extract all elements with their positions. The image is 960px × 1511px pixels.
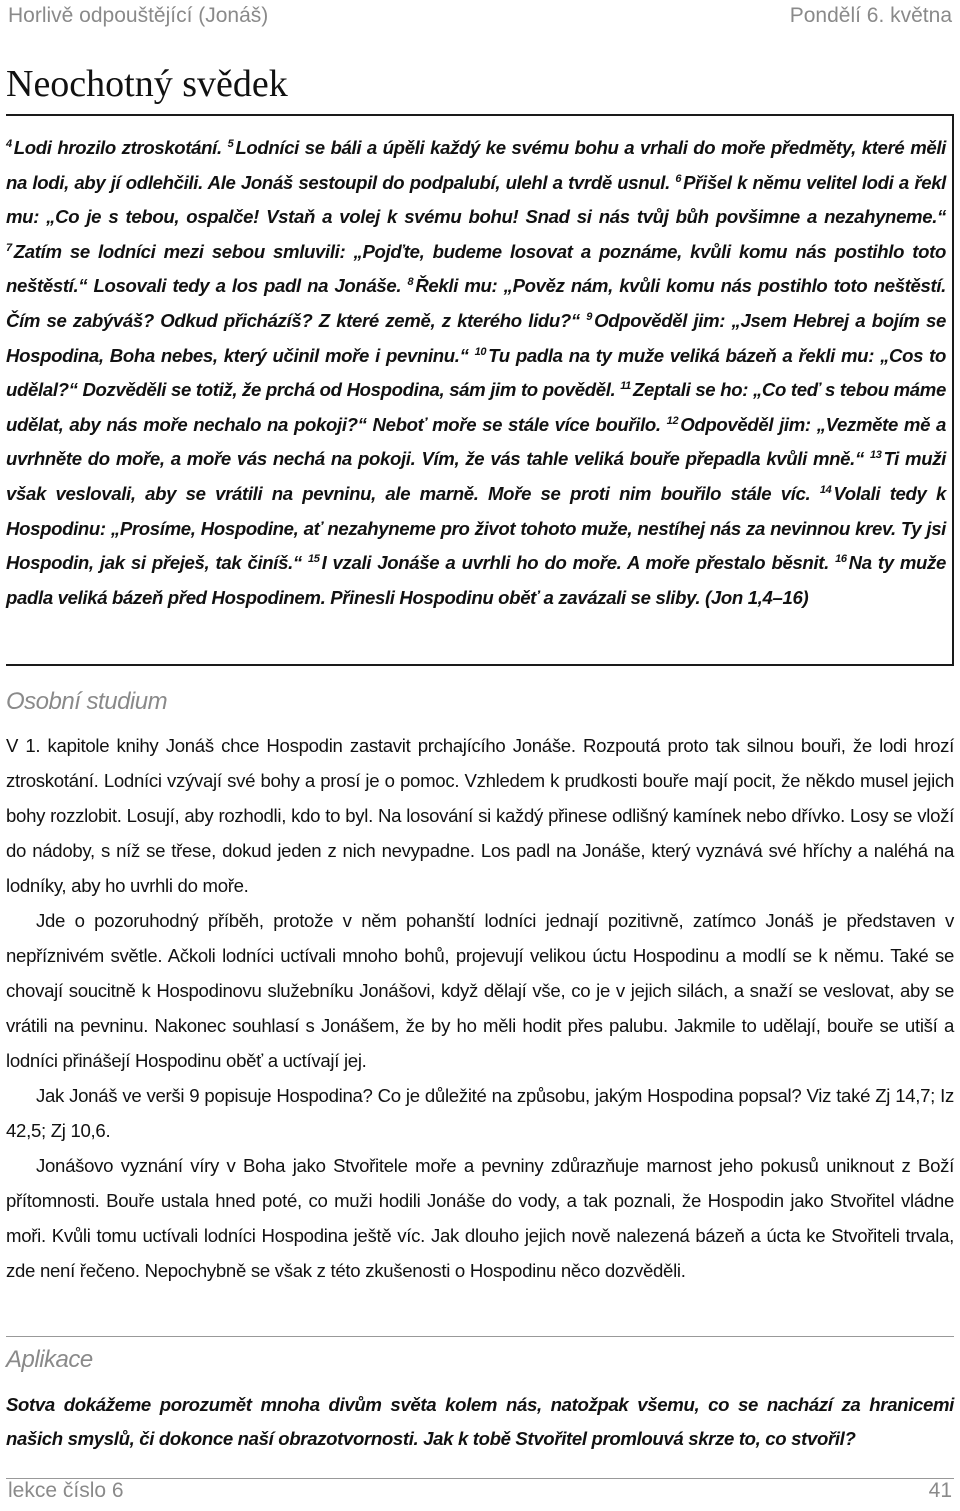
verse-text: Zeptali se ho: „Co teď s tebou máme udělat, aby nás moře nechalo na pokoji?“ Neboť moře se stále více bouřilo. xyxy=(6,379,946,435)
study-heading: Osobní studium xyxy=(6,688,168,715)
study-paragraph-3: Jonášovo vyznání víry v Boha jako Stvořitele moře a pevniny zdůrazňuje marnost jeho pokusů uniknout z Boží přítomnosti. Bouře ustala hned poté, co muži hodili Jonáše do vody, a tak poznali, že Hospodin jako Stvořitel vládne moři. Kvůli tomu uctívali lodníci Hospodina ještě víc. Jak dlouho jejich nově nalezená bázeň a úcta ke Stvořiteli trvala, zde není řečeno. Nepochybně se však z této zkušenosti o Hospodinu něco dozvěděli. xyxy=(6,1155,954,1281)
verse-number: 13 xyxy=(869,449,882,462)
verse-number: 5 xyxy=(227,138,234,150)
section-divider xyxy=(6,1336,954,1337)
application-heading: Aplikace xyxy=(6,1346,93,1373)
verse-number: 7 xyxy=(6,241,12,254)
verse-number: 8 xyxy=(407,276,414,289)
page-footer xyxy=(8,1479,952,1511)
scripture-passage xyxy=(6,131,946,615)
verse-number: 10 xyxy=(474,345,487,358)
verse-text: Ti muži však veslovali, aby se vrátili na pevninu, ale marně. Moře se proti nim bouřilo stále víc. xyxy=(6,448,946,504)
verse-number: 6 xyxy=(675,172,682,185)
application-text: Sotva dokážeme porozumět mnoha divům světa kolem nás, natožpak všemu, co se nachází za hranicemi našich smyslů, či dokonce naší obrazotvornosti. Jak k tobě Stvořitel promlouvá skrze to, co stvořil? xyxy=(6,1394,954,1449)
header-lesson-title: Horlivě odpouštějící (Jonáš) xyxy=(8,4,269,27)
verse-number: 15 xyxy=(308,553,320,566)
verse-text: Lodi hrozilo ztroskotání. xyxy=(13,137,228,158)
verse-text: Lodníci se báli a úpěli každý ke svému bohu a vrhali do moře předměty, které měli na lodi, aby jí odlehčili. Ale Jonáš sestoupil do podpalubí, ulehl a tvrdě usnul. xyxy=(6,137,946,193)
verse-text: Na ty muže padla veliká bázeň před Hospodinem. Přinesli Hospodinu oběť a zavázali se sliby. (Jon 1,4–16) xyxy=(6,552,946,608)
verse-number: 16 xyxy=(835,553,847,566)
verse-text: Přišel k němu velitel lodi a řekl mu: „Co je s tebou, ospalče! Vstaň a volej k svému bohu! Snad si nás tvůj bůh povšimne a nezahyneme.“ xyxy=(6,171,946,228)
verse-text: Zatím se lodníci mezi sebou smluvili: „Pojďte, budeme losovat a poznáme, kvůli komu nás postihlo toto neštěstí.“ Losovali tedy a los padl na Jonáše. xyxy=(6,240,946,297)
page-number: 41 xyxy=(928,1479,952,1502)
verse-number: 12 xyxy=(666,414,679,427)
study-paragraph-2: Jde o pozoruhodný příběh, protože v něm pohanští lodníci jednají pozitivně, zatímco Jonáš je představen v nepříznivém světle. Ačkoli lodníci uctívali mnoho bohů, projevují velikou úctu Hospodinu a modlí se k němu. Také se chovají soucitně k Hospodinovu služebníku Jonášovi, když dělají vše, co je v jejich silách, a snaží se veslovat, aby se vrátili na pevninu. Nakonec souhlasí s Jonášem, že by ho měli hodit přes palubu. Jakmile to udělají, bouře se utiší a lodníci přinášejí Hospodinu oběť a uctívají jej. xyxy=(6,910,954,1071)
running-header xyxy=(8,4,952,34)
verse-text: I vzali Jonáše a uvrhli ho do moře. A moře přestalo běsnit. xyxy=(321,552,836,574)
verse-text: Odpověděl jim: „Jsem Hebrej a bojím se Hospodina, Boha nebes, který učinil moře i pevninu.“ xyxy=(6,309,946,366)
footer-lesson-number: lekce číslo 6 xyxy=(8,1479,124,1502)
header-date: Pondělí 6. května xyxy=(789,4,952,27)
study-question: Jak Jonáš ve verši 9 popisuje Hospodina? Co je důležité na způsobu, jakým Hospodina popsal? Viz také Zj 14,7; Iz 42,5; Zj 10,6. xyxy=(6,1085,954,1141)
verse-text: Volali tedy k Hospodinu: „Prosíme, Hospodine, ať nezahyneme pro život tohoto muže, nestíhej nás za nevinnou krev. Ty jsi Hospodin, jak si přeješ, tak činíš.“ xyxy=(6,482,947,574)
verse-number: 4 xyxy=(6,138,12,150)
study-paragraph-1: V 1. kapitole knihy Jonáš chce Hospodin zastavit prchajícího Jonáše. Rozpoutá proto tak silnou bouři, že lodi hrozí ztroskotání. Lodníci vzývají své bohy a prosí je o pomoc. Vzhledem k prudkosti bouře mají pocit, že někdo musel jejich bohy rozzlobit. Losují, aby rozhodli, kdo to byl. Na losování si každý přinese odlišný kamínek nebo dřívko. Losy se vloží do nádoby, s níž se třese, dokud jeden z nich nevypadne. Los padl na Jonáše, který vyznává své hříchy a naléhá na lodníky, aby ho uvrhli do moře. xyxy=(6,735,954,896)
verse-text: Odpověděl jim: „Vezměte mě a uvrhněte do moře, a moře vás nechá na pokoji. Vím, že vás tahle veliká bouře přepadla kvůli mně.“ xyxy=(6,413,946,470)
verse-number: 9 xyxy=(586,310,593,323)
study-body xyxy=(6,728,954,1288)
verse-text: Řekli mu: „Pověz nám, kvůli komu nás postihlo toto neštěstí. Čím se zabýváš? Odkud přicházíš? Z které země, z kterého lidu?“ xyxy=(6,275,946,331)
verse-text: Tu padla na ty muže veliká bázeň a řekli mu: „Cos to udělal?“ Dozvěděli se totiž, že prchá od Hospodina, sám jim to pověděl. xyxy=(6,344,946,401)
verse-number: 14 xyxy=(819,483,832,496)
verse-number: 11 xyxy=(620,380,631,393)
page-title: Neochotný svědek xyxy=(6,63,288,105)
